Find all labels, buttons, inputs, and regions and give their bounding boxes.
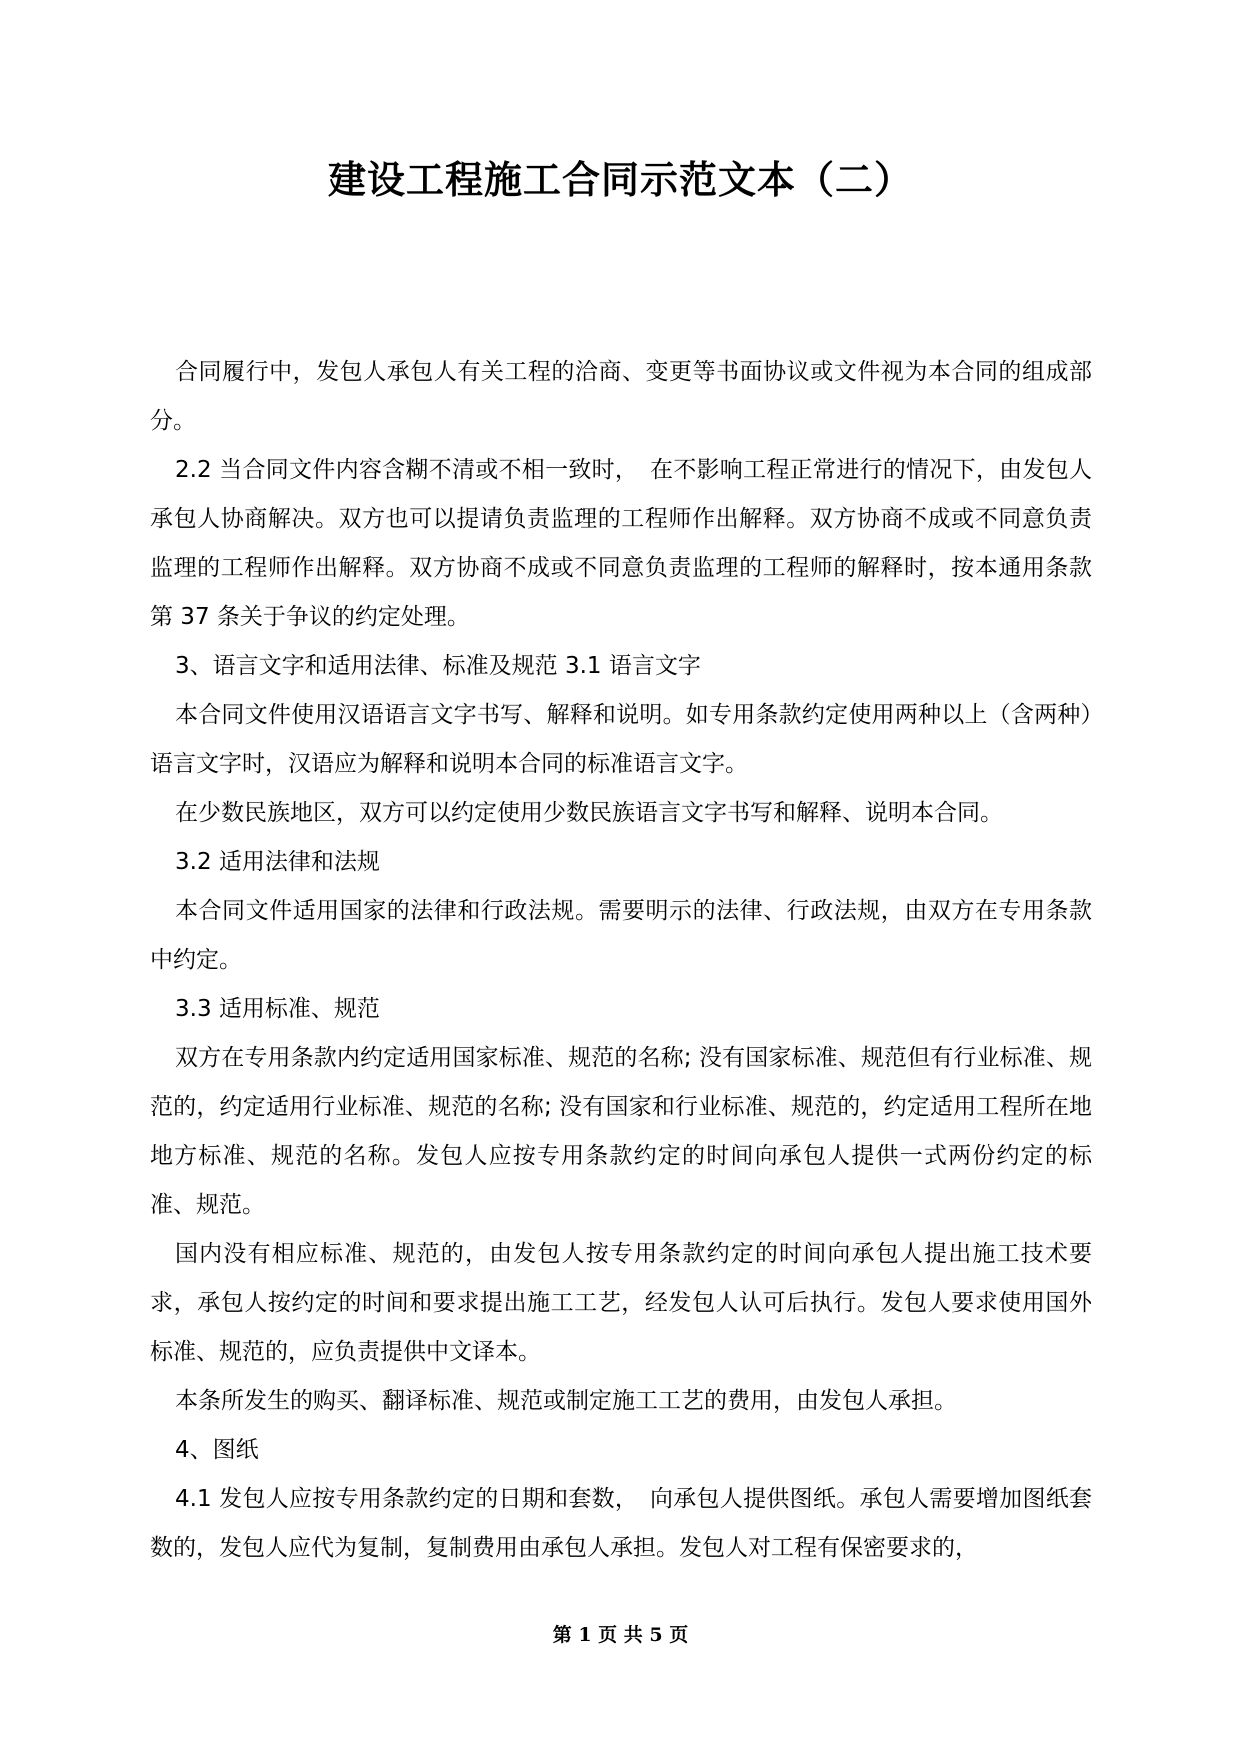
- section-heading: 4、图纸: [175, 1437, 259, 1463]
- section-heading: 3.2 适用法律和法规: [175, 849, 380, 875]
- page-number-footer: 第 1 页 共 5 页: [552, 1624, 689, 1646]
- paragraph: 本合同文件适用国家的法律和行政法规。需要明示的法律、行政法规，由双方在专用条款中约定。: [150, 898, 1092, 973]
- section-heading: 3.3 适用标准、规范: [175, 996, 380, 1022]
- paragraph: 本合同文件使用汉语语言文字书写、解释和说明。如专用条款约定使用两种以上（含两种）语言文字时，汉语应为解释和说明本合同的标准语言文字。: [150, 702, 1092, 777]
- section-heading: 3、语言文字和适用法律、标准及规范 3.1 语言文字: [175, 653, 701, 679]
- paragraph: 合同履行中，发包人承包人有关工程的洽商、变更等书面协议或文件视为本合同的组成部分。: [150, 359, 1092, 434]
- paragraph: 国内没有相应标准、规范的，由发包人按专用条款约定的时间向承包人提出施工技术要求，承包人按约定的时间和要求提出施工工艺，经发包人认可后执行。发包人要求使用国外标准、规范的，应负责提供中文译本。: [150, 1241, 1092, 1365]
- paragraph: 双方在专用条款内约定适用国家标准、规范的名称; 没有国家标准、规范但有行业标准、规范的，约定适用行业标准、规范的名称; 没有国家和行业标准、规范的，约定适用工程所在地地方标准、规范的名称。发包人应按专用条款约定的时间向承包人提供一式两份约定的标准、规范。: [150, 1045, 1092, 1218]
- document-title: 建设工程施工合同示范文本（二）: [327, 158, 913, 202]
- paragraph: 2.2 当合同文件内容含糊不清或不相一致时， 在不影响工程正常进行的情况下，由发包人承包人协商解决。双方也可以提请负责监理的工程师作出解释。双方协商不成或不同意负责监理的工程师作出解释。双方协商不成或不同意负责监理的工程师的解释时，按本通用条款第 37 条关于争议的约定处理。: [150, 457, 1092, 630]
- paragraph: 在少数民族地区，双方可以约定使用少数民族语言文字书写和解释、说明本合同。: [175, 800, 1003, 826]
- paragraph: 本条所发生的购买、翻译标准、规范或制定施工工艺的费用，由发包人承担。: [175, 1388, 957, 1414]
- paragraph: 4.1 发包人应按专用条款约定的日期和套数， 向承包人提供图纸。承包人需要增加图纸套数的，发包人应代为复制，复制费用由承包人承担。发包人对工程有保密要求的，: [150, 1486, 1092, 1561]
- document-body: [150, 348, 1092, 1573]
